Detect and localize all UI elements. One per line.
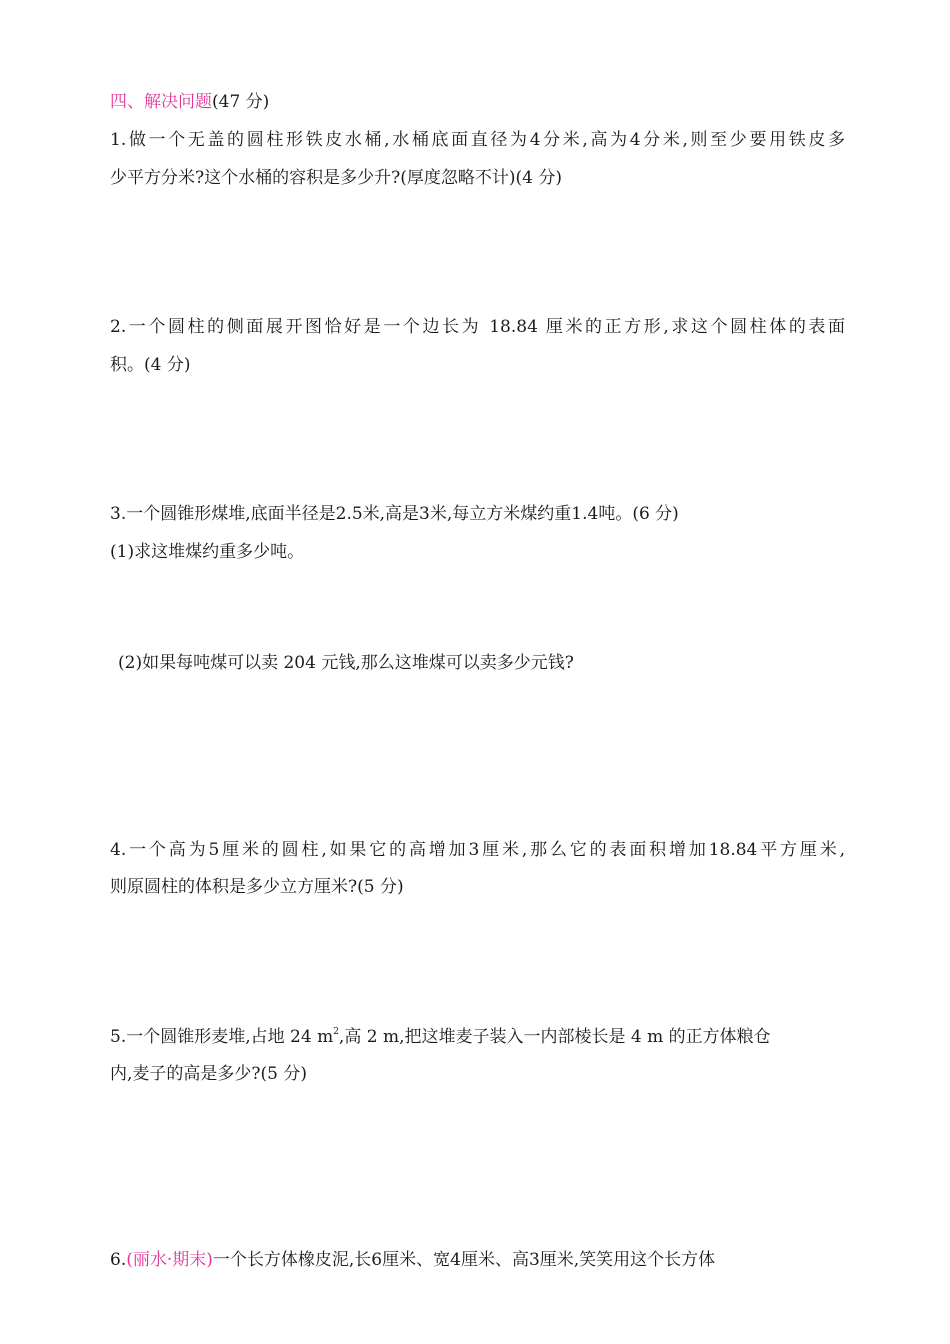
problem-4-line-2: 则原圆柱的体积是多少立方厘米?(5 分) <box>110 877 404 897</box>
problem-5-superscript: 2 <box>333 1027 339 1037</box>
problem-3-line-1: 3.一个圆锥形煤堆,底面半径是2.5米,高是3米,每立方米煤约重1.4吨。(6 分) <box>110 504 679 524</box>
problem-5-line-2: 内,麦子的高是多少?(5 分) <box>110 1064 308 1084</box>
problem-6-line-1 <box>110 1248 845 1272</box>
problem-5-text-b: ,高 2 m,把这堆麦子装入一内部棱长是 4 m 的正方体粮仓 <box>338 1027 771 1047</box>
problem-6-number: 6. <box>110 1250 127 1270</box>
problem-3-sub-1: (1)求这堆煤约重多少吨。 <box>110 542 305 562</box>
problem-6-source: (丽水·期末) <box>126 1250 213 1270</box>
section-title: 四、解决问题 <box>110 92 212 112</box>
problem-5-text-a: 5.一个圆锥形麦堆,占地 24 m <box>110 1027 334 1047</box>
problem-5-line-1 <box>110 1025 845 1049</box>
problem-6-text: 一个长方体橡皮泥,长6厘米、宽4厘米、高3厘米,笑笑用这个长方体 <box>212 1250 716 1270</box>
problem-1-line-1: 1.做一个无盖的圆柱形铁皮水桶,水桶底面直径为4分米,高为4分米,则至少要用铁皮多 <box>110 130 845 150</box>
problem-3-sub-2: (2)如果每吨煤可以卖 204 元钱,那么这堆煤可以卖多少元钱? <box>118 653 574 673</box>
problem-2-line-2: 积。(4 分) <box>110 355 191 375</box>
section-score: (47 分) <box>212 92 270 112</box>
problem-1-line-2: 少平方分米?这个水桶的容积是多少升?(厚度忽略不计)(4 分) <box>110 168 562 188</box>
problem-4-line-1: 4.一个高为5厘米的圆柱,如果它的高增加3厘米,那么它的表面积增加18.84平方厘米, <box>110 840 845 860</box>
problem-2-line-1: 2.一个圆柱的侧面展开图恰好是一个边长为 18.84 厘米的正方形,求这个圆柱体的表面 <box>110 317 845 337</box>
section-header <box>110 90 845 114</box>
